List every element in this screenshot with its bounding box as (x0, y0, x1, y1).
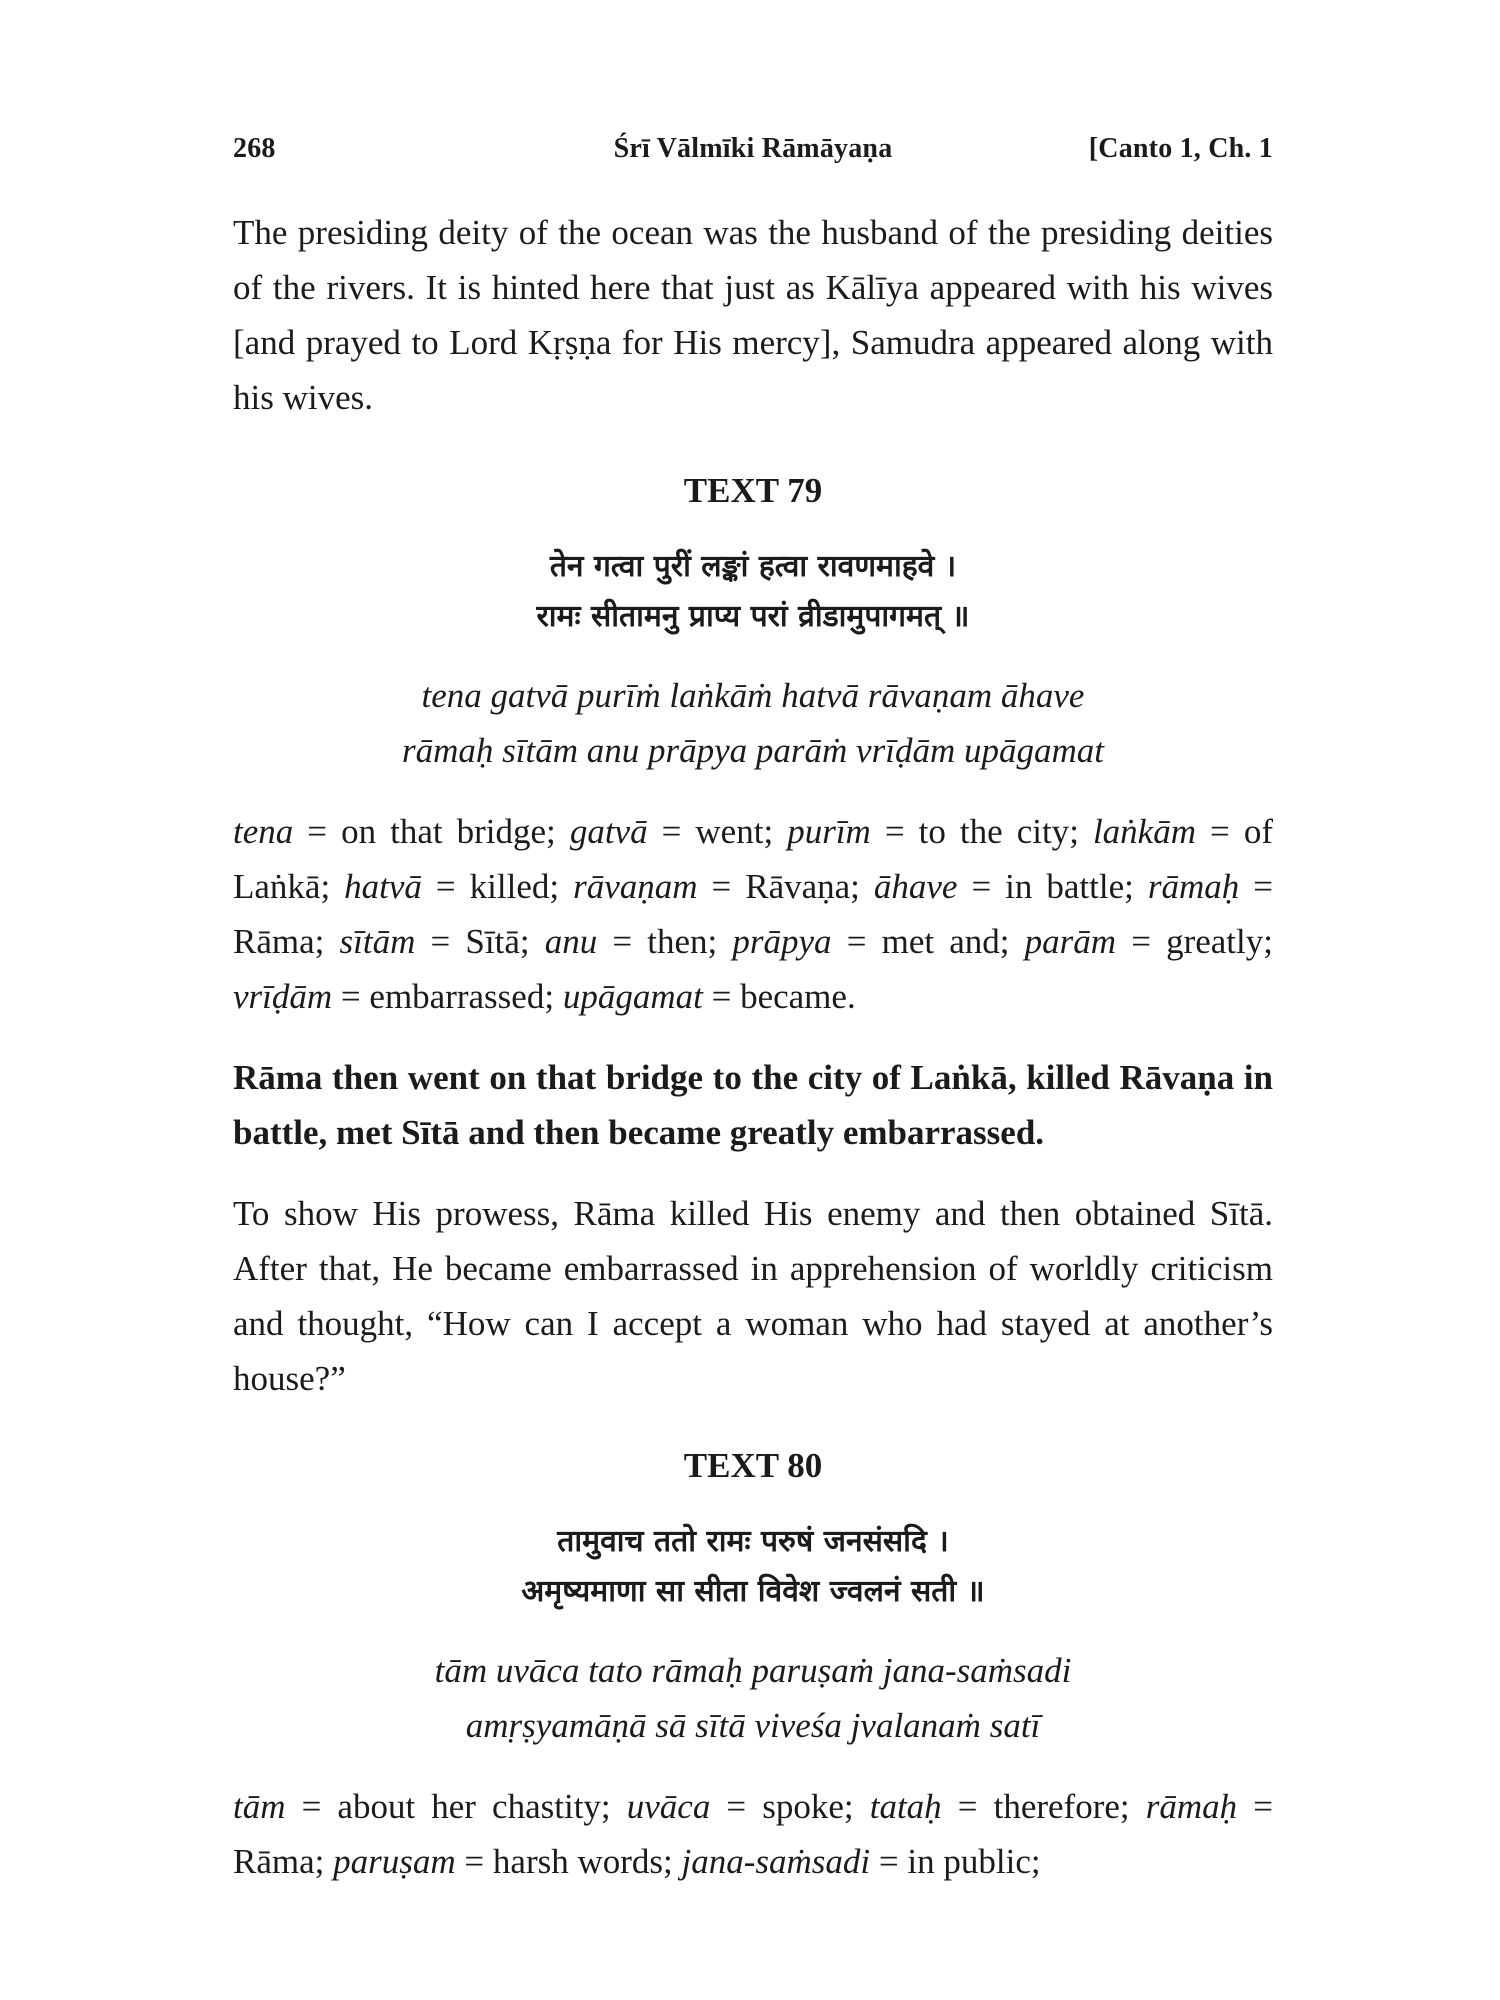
verse-heading: TEXT 80 (683, 1446, 823, 1485)
devanagari-line: तामुवाच ततो रामः परुषं जनसंसदि । (557, 1524, 949, 1559)
synonym-word: rāmaḥ (1145, 1787, 1238, 1826)
synonym-meaning: spoke (762, 1787, 844, 1826)
synonym-meaning: Rāma (233, 922, 315, 961)
synonym-word: purīm (787, 812, 871, 851)
transliteration (233, 668, 1273, 778)
transliteration-line: tām uvāca tato rāmaḥ paruṣaṁ jana-saṁsadi (434, 1651, 1072, 1690)
page-number: 268 (233, 133, 276, 164)
intro-paragraph: The presiding deity of the ocean was the husband of the presiding deities of the rivers. It is hinted here that just as Kālīya appeared with his wives [and prayed to Lord Kṛṣṇa for His mercy], Samudra appeared along with his wives. (233, 213, 1273, 417)
synonym-meaning: in public (907, 1842, 1031, 1881)
synonym-meaning: to the city (918, 812, 1070, 851)
devanagari-line: रामः सीतामनु प्राप्य परां व्रीडामुपागमत् ॥ (536, 599, 970, 634)
synonym-word: gatvā (569, 812, 648, 851)
synonym-word: āhave (873, 867, 958, 906)
synonym-word: tām (233, 1787, 286, 1826)
synonym-word: uvāca (626, 1787, 711, 1826)
transliteration-line: amṛṣyamāṇā sā sītā viveśa jvalanaṁ satī (465, 1706, 1041, 1745)
canto-chapter: [Canto 1, Ch. 1 (1088, 133, 1273, 164)
synonym-word: vrīḍām (233, 977, 333, 1016)
synonym-meaning: became (740, 977, 847, 1016)
synonyms: tena = on that bridge; gatvā = went; purīm = to the city; laṅkām = of Laṅkā; hatvā = killed; rāvaṇam = Rāvaṇa; āhave = in battle; rāmaḥ = Rāma; sītām = Sītā; anu = then; prāpya = met and; parām = greatly; vrīḍām = embarrassed; upāgamat = became. (233, 812, 1273, 1016)
synonym-word: laṅkām (1092, 812, 1196, 851)
synonym-meaning: went (695, 812, 764, 851)
running-header (233, 133, 1273, 173)
synonym-meaning: on that bridge (341, 812, 547, 851)
synonym-meaning: killed (469, 867, 550, 906)
devanagari-line: तेन गत्वा पुरीं लङ्कां हत्वा रावणमाहवे । (549, 549, 957, 584)
synonym-word: paruṣam (333, 1842, 456, 1881)
translation: Rāma then went on that bridge to the city of Laṅkā, killed Rāvaṇa in battle, met Sītā and then became greatly embarrassed. (233, 1058, 1273, 1152)
synonym-word: upāgamat (562, 977, 703, 1016)
synonym-meaning: harsh words (492, 1842, 664, 1881)
synonym-meaning: greatly (1166, 922, 1264, 961)
synonym-meaning: in battle (1005, 867, 1125, 906)
synonym-meaning: therefore (993, 1787, 1120, 1826)
synonym-word: anu (544, 922, 598, 961)
purport: To show His prowess, Rāma killed His enemy and then obtained Sītā. After that, He became embarrassed in apprehension of worldly criticism and thought, “How can I accept a woman who had stayed at another’s house?” (233, 1194, 1273, 1398)
page-body (233, 205, 1273, 1915)
synonym-word: jana-saṁsadi (681, 1842, 871, 1881)
synonym-meaning: Rāma (233, 1842, 315, 1881)
devanagari-line: अमृष्यमाणा सा सीता विवेश ज्वलनं सती ॥ (521, 1574, 985, 1609)
synonym-meaning: about her chastity (337, 1787, 601, 1826)
devanagari-verse (233, 542, 1273, 642)
devanagari-verse (233, 1517, 1273, 1617)
synonym-word: hatvā (344, 867, 422, 906)
synonym-word: prāpya (732, 922, 832, 961)
synonym-meaning: Rāvaṇa (745, 867, 851, 906)
synonym-meaning: then (647, 922, 708, 961)
synonym-word: parām (1024, 922, 1117, 961)
transliteration-line: rāmaḥ sītām anu prāpya parāṁ vrīḍām upāgamat (402, 731, 1104, 770)
synonym-meaning: met and (881, 922, 1000, 961)
synonym-word: tataḥ (869, 1787, 942, 1826)
synonym-word: rāmaḥ (1147, 867, 1240, 906)
synonym-meaning: embarrassed (369, 977, 545, 1016)
synonym-word: rāvaṇam (573, 867, 698, 906)
synonym-meaning: Sītā (465, 922, 520, 961)
synonym-word: tena (233, 812, 294, 851)
synonym-word: sītām (339, 922, 416, 961)
synonyms: tām = about her chastity; uvāca = spoke; tataḥ = therefore; rāmaḥ = Rāma; paruṣam = harsh words; jana-saṁsadi = in public; (233, 1787, 1273, 1881)
verse-heading: TEXT 79 (683, 471, 823, 510)
synonym-meaning: of Laṅkā (233, 812, 1273, 906)
transliteration (233, 1643, 1273, 1753)
book-title: Śrī Vālmīki Rāmāyaṇa (613, 133, 893, 164)
transliteration-line: tena gatvā purīṁ laṅkāṁ hatvā rāvaṇam āhave (421, 676, 1085, 715)
